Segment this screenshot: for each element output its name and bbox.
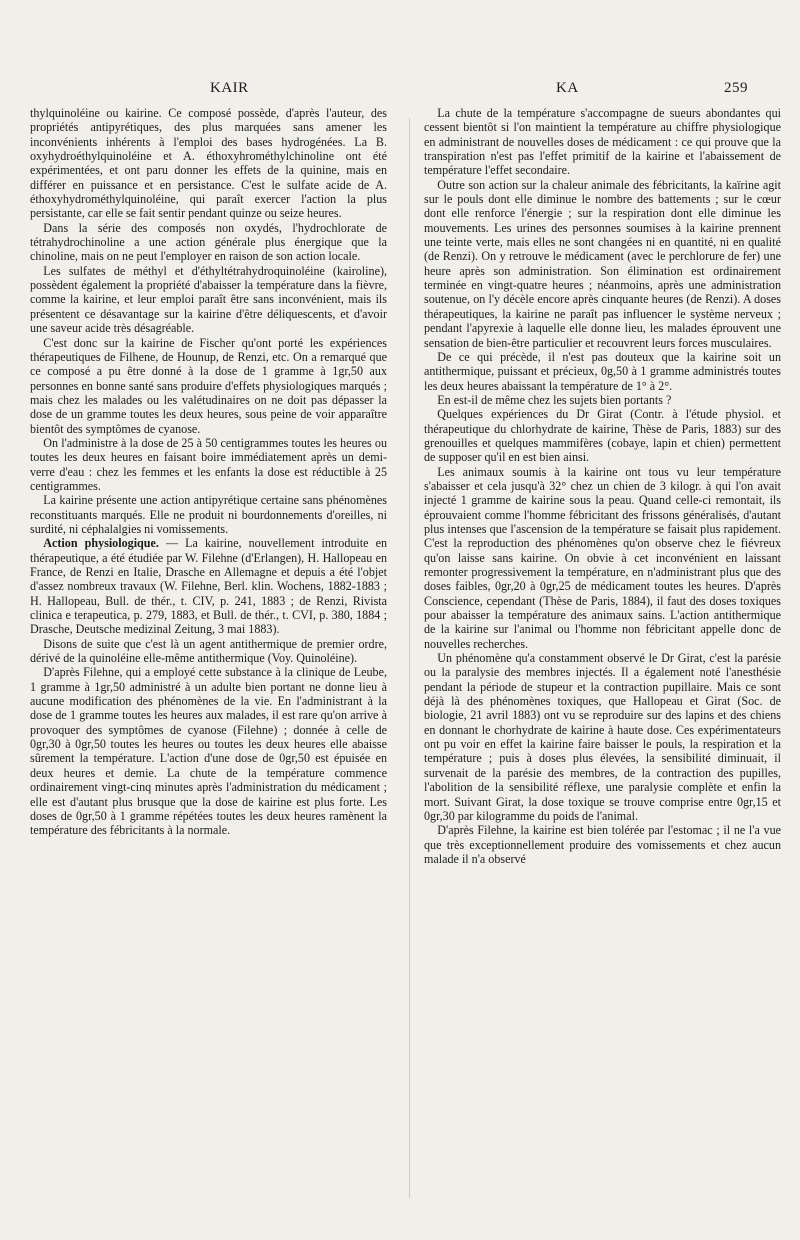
paragraph-text: Disons de suite que c'est là un agent antithermique de premier ordre, dérivé de la quinoléine elle-même antithermique (Voy. Quinoléine). bbox=[30, 636, 387, 666]
paragraph bbox=[424, 465, 781, 651]
paragraph bbox=[424, 178, 781, 350]
paragraph-text: De ce qui précède, il n'est pas douteux que la kairine soit un antithermique, puissant et précieux, 0g,50 à 1 gramme administrés toutes les deux heures abaissant la température de 1° à 2°. bbox=[424, 349, 781, 393]
paragraph-text: Dans la série des composés non oxydés, l'hydrochlorate de tétrahydrochinoline a une action générale plus énergique que la chinoline, mais on ne peut l'employer en raison de son action locale. bbox=[30, 220, 387, 264]
paragraph bbox=[30, 637, 387, 666]
paragraph bbox=[30, 336, 387, 436]
left-column bbox=[30, 106, 387, 838]
paragraph-text: Les animaux soumis à la kairine ont tous vu leur température s'abaisser et cela jusqu'à 32° chez un chien de 3 kilogr. à qui l'on avait injecté 1 gramme de kairine sous la peau. Quand celle-ci remontait, ils éprouvaient comme l'homme fébricitant des frissons généralisés, d'autant plus intenses que l'ascension de la température se faisait plus rapidement. C'est la reproduction des phénomènes qu'on observe chez le fiévreux qu'on laisse sans kairine. On obvie à cet inconvénient en laissant remonter progressivement la température, en n'administrant plus que des doses faibles, 0gr,20 à 0gr,25 de médicament toutes les heures. D'après Conscience, cependant (Thèse de Paris, 1884), il faut des doses toxiques pour abaisser la température des animaux sains. L'action antithermique de la kairine sur l'animal ou l'homme non fébricitant appelle donc de nouvelles recherches. bbox=[424, 464, 781, 651]
paragraph bbox=[30, 436, 387, 493]
paragraph bbox=[30, 536, 387, 636]
paragraph bbox=[424, 407, 781, 464]
paragraph-text: D'après Filehne, la kairine est bien tolérée par l'estomac ; il ne l'a vue que très exceptionnellement produire des vomissements et chez aucun malade il n'a observé bbox=[424, 823, 781, 866]
section-lead: Action physiologique. bbox=[43, 536, 159, 551]
paragraph-text: Quelques expériences du Dr Girat (Contr. à l'étude physiol. et thérapeutique du chlorhydrate de kairine, Thèse de Paris, 1883) sur des grenouilles et quelques mammifères (cobaye, lapin et chien) permettent de supposer qu'il en est bien ainsi. bbox=[424, 407, 781, 465]
running-header-left: KAIR bbox=[210, 80, 249, 96]
page-number: 259 bbox=[724, 80, 748, 96]
column-divider bbox=[409, 118, 410, 1198]
paragraph bbox=[424, 823, 781, 866]
paragraph bbox=[424, 651, 781, 823]
paragraph bbox=[30, 264, 387, 336]
paragraph-text: La chute de la température s'accompagne de sueurs abondantes qui cessent bientôt si l'on maintient la température au chiffre physiologique en administrant de nouvelles doses de médicament : ce qui prouve que la transpiration n'est pas l'effet primitif de la kairine et l'abaissement de température l'effet secondaire. bbox=[424, 106, 781, 178]
paragraph bbox=[424, 106, 781, 178]
paragraph-text: — La kairine, nouvellement introduite en thérapeutique, a été étudiée par W. Filehne (d'Erlangen), H. Hallopeau en France, de Renzi en Italie, Drasche en Allemagne et depuis a été l'objet d'assez nombreux travaux (W. Filehne, Berl. klin. Wochens, 1882-1883 ; H. Hallopeau, Bull. de thér., t. CIV, p. 241, 1883 ; de Renzi, Rivista clinica e terapeutica, p. 279, 1883, et Bull. de thér., t. CVI, p. 380, 1884 ; Drasche, Deutsche medizinal Zeitung, 3 mai 1883). bbox=[30, 536, 387, 637]
paragraph-text: Un phénomène qu'a constamment observé le Dr Girat, c'est la parésie ou la paralysie des membres injectés. Il a également noté l'anesthésie pendant la période de stupeur et la contraction pupillaire. Mais ce sont déjà là des phénomènes toxiques, que Hallopeau et Girat (Soc. de biologie, 21 avril 1883) ont vu se reproduire sur des lapins et des chiens en donnant le chorhydrate de kairine à haute dose. Ces expérimentateurs ont pu voir en effet la kairine faire baisser le pouls, la respiration et la température ; puis à doses plus élevées, la sensibilité diminuait, il survenait de la parésie des membres, de la contraction des pupilles, l'abolition de la sensibilité réflexe, une paralysie complète et enfin la mort. Suivant Girat, la dose toxique se trouve comprise entre 0gr,15 et 0gr,30 par kilogramme du poids de l'animal. bbox=[424, 651, 781, 823]
paragraph-text: Outre son action sur la chaleur animale des fébricitants, la kaïrine agit sur le pouls dont elle diminue le nombre des battements ; sur le cœur dont elle renforce l'énergie ; sur la respiration dont elle diminue les mouvements. Les urines des personnes soumises à la kairine prennent une teinte verte, mais elles ne sont changées ni en quantité, ni en qualité (de Renzi). On y retrouve le médicament (avec le perchlorure de fer) une heure après son administration. Son élimination est ordinairement terminée en vingt-quatre heures ; néanmoins, après une administration soutenue, on l'y décèle encore après cinquante heures (de Renzi). A doses thérapeutiques, la kairine ne paraît pas influencer le système nerveux ; pendant l'apyrexie à laquelle elle donne lieu, les malades éprouvent une sensation de bien-être particulier et recouvrent leurs forces musculaires. bbox=[424, 177, 781, 350]
paragraph-text: La kairine présente une action antipyrétique certaine sans phénomènes reconstituants marqués. Elle ne produit ni bourdonnements d'oreilles, ni surdité, ni céphalalgies ni vomissements. bbox=[30, 493, 387, 536]
paragraph-text: Les sulfates de méthyl et d'éthyltétrahydroquinoléine (kairoline), possèdent également la propriété d'abaisser la température dans la fièvre, comme la kairine, et leur emploi paraît être sans inconvénient, mais ils présentent ce désavantage sur la kairine d'être déliquescents, et d'avoir une saveur acide très désagréable. bbox=[30, 263, 387, 336]
right-column bbox=[424, 106, 781, 866]
paragraph-text: thylquinoléine ou kairine. Ce composé possède, d'après l'auteur, des propriétés antipyrétiques, des plus marquées sans amener les inconvénients inhérents à l'emploi des bases hydrogénées. La B. oxyhydroéthylquinoléine et A. éthoxyhrométhylchinoline ont été expérimentées, et ont paru donner les effets de la quinine, mais en différer en puissance et en persistance. C'est le sulfate acide de A. éthoxyhydrométhylquinoléine, qui paraît exercer l'action la plus persistante, car elle se fait sentir pendant quinze ou seize heures. bbox=[30, 106, 387, 221]
paragraph-text: D'après Filehne, qui a employé cette substance à la clinique de Leube, 1 gramme à 1gr,50 administré à un adulte bien portant ne donne lieu à aucune modification des phénomènes de la vie. En l'administrant à la dose de 1 gramme toutes les heures aux malades, il est rare qu'on arrive à provoquer des symptômes de cyanose (Filehne) ; donnée à celle de 0gr,30 à 0gr,50 toutes les heures ou toutes les deux heures elle abaisse sûrement la température. L'action d'une dose de 0gr,50 est épuisée en deux heures et demie. La chute de la température commence ordinairement vingt-cinq minutes après l'administration du médicament ; elle est d'autant plus brusque que la dose de kairine est plus forte. Les doses de 0gr,50 à 1 gramme répétées toutes les deux heures ramènent la température des fébricitants à la normale. bbox=[30, 665, 387, 838]
paragraph-text: En est-il de même chez les sujets bien portants ? bbox=[437, 392, 672, 407]
running-header-right: KA bbox=[556, 80, 579, 96]
paragraph bbox=[30, 106, 387, 221]
paragraph bbox=[424, 393, 781, 407]
paragraph bbox=[30, 493, 387, 536]
paragraph-text: C'est donc sur la kairine de Fischer qu'ont porté les expériences thérapeutiques de Filhene, de Hounup, de Renzi, etc. On a remarqué que ce composé a pu être donné à la dose de 1 gramme à 1gr,50 aux personnes en bonne santé sans produire d'effets physiologiques marqués ; mais chez les malades ou les valétudinaires on ne doit pas dépasser la dose de un gramme toutes les deux heures, sous peine de voir apparaître bientôt des symptômes de cyanose. bbox=[30, 335, 387, 436]
paragraph-text: On l'administre à la dose de 25 à 50 centigrammes toutes les heures ou toutes les deux heures en faisant boire immédiatement après un demi-verre d'eau : chez les femmes et les enfants la dose est réductible à 25 centigrammes. bbox=[30, 435, 387, 493]
paragraph bbox=[424, 350, 781, 393]
paragraph bbox=[30, 665, 387, 837]
paragraph bbox=[30, 221, 387, 264]
